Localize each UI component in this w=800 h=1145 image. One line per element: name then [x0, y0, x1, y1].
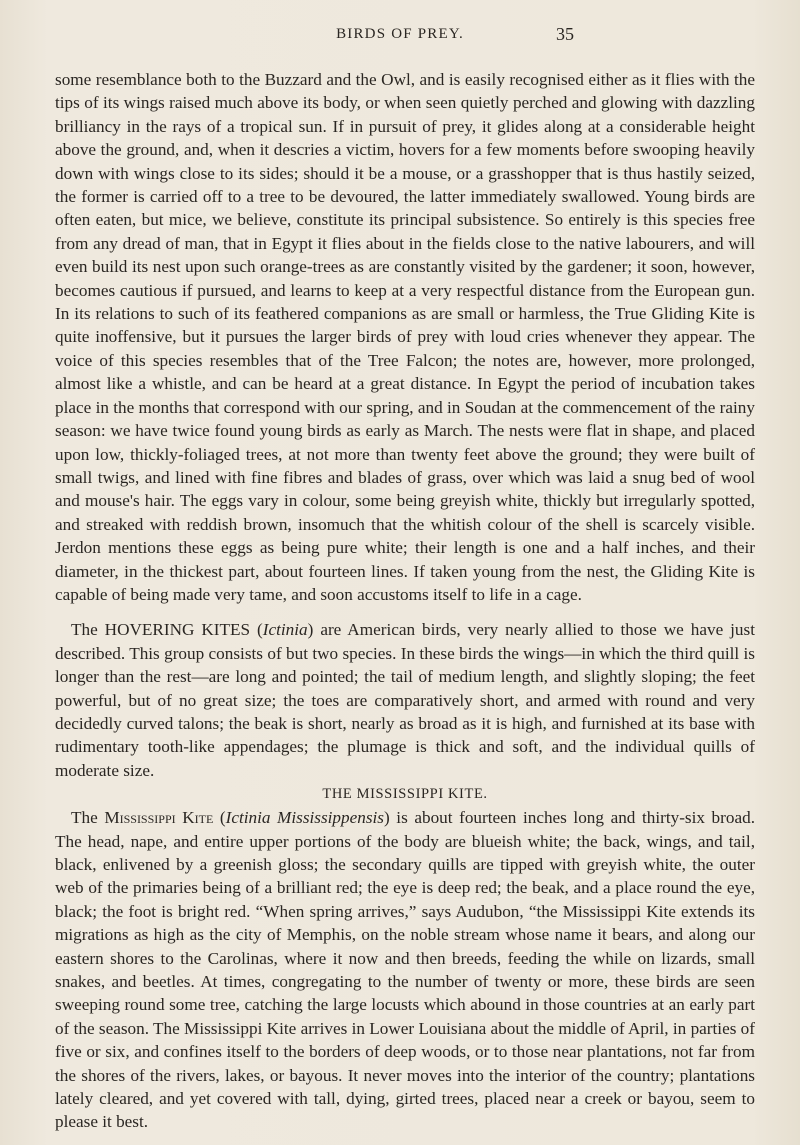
paragraph-lead: The HOVERING KITES (	[71, 620, 263, 640]
paragraph-text: ) are American birds, very nearly allied to those we have just described. This group consists of but two species. In these birds the wings—in which the third quill is longer than the rest—are long and pointed; the tail of medium length, and slightly sloping; the feet powerful, but of no great size; the toes are comparatively short, and armed with round and very decidedly curved talons; the beak is short, nearly as broad as it is high, and furnished at its base with rudimentary tooth-like appendages; the plumage is thick and soft, and the individual quills of moderate size.	[55, 620, 755, 780]
species-latin-name: Ictinia Mississippensis	[225, 808, 384, 828]
paragraph-lead: The	[71, 808, 105, 828]
paragraph-mississippi-kite	[55, 806, 755, 1134]
running-title: BIRDS OF PREY.	[336, 26, 464, 42]
paragraph-hovering-kites	[55, 618, 755, 782]
text-body	[55, 68, 755, 1134]
genus-name: Ictinia	[262, 620, 308, 640]
section-heading: THE MISSISSIPPI KITE.	[322, 786, 488, 803]
paragraph-gliding-kite: some resemblance both to the Buzzard and the Owl, and is easily recognised either as it flies with the tips of its wings raised much above its body, or when seen quietly perched and glowing with dazzling brilliancy in the rays of a tropical sun. If in pursuit of prey, it glides along at a considerable height above the ground, and, when it descries a victim, hovers for a few moments before swooping heavily down with wings close to its sides; should it be a mouse, or a grasshopper that is thus hastily seized, the former is carried off to a tree to be devoured, the latter immediately swallowed. Young birds are often eaten, but mice, we believe, constitute its principal subsistence. So entirely is this species free from any dread of man, that in Egypt it flies about in the fields close to the native labourers, and will even build its nest upon such orange-trees as are constantly visited by the gardener; it soon, however, becomes cautious if pursued, and learns to keep at a very respectful distance from the European gun. In its relations to such of its feathered companions as are small or harmless, the True Gliding Kite is quite inoffensive, but it pursues the larger birds of prey with loud cries whenever they appear. The voice of this species resembles that of the Tree Falcon; the notes are, however, more prolonged, almost like a whistle, and can be heard at a great distance. In Egypt the period of incubation takes place in the months that correspond with our spring, and in Soudan at the commencement of the rainy season: we have twice found young birds as early as March. The nests were flat in shape, and placed upon low, thickly-foliaged trees, at not more than twenty feet above the ground; they were built of small twigs, and lined with fine fibres and blades of grass, over which was laid a snug bed of wool and mouse's hair. The eggs vary in colour, some being greyish white, thickly but irregularly spotted, and streaked with reddish brown, insomuch that the whitish colour of the shell is scarcely visible. Jerdon mentions these eggs as being pure white; their length is one and a half inches, and their diameter, in the thickest part, about fourteen lines. If taken young from the nest, the Gliding Kite is capable of being made very tame, and soon accustoms itself to life in a cage.	[55, 70, 755, 604]
paren-open: (	[213, 808, 226, 828]
species-common-name: Mississippi Kite	[104, 808, 214, 828]
page-number: 35	[556, 24, 574, 44]
paragraph-text: ) is about fourteen inches long and thirty-six broad. The head, nape, and entire upper portions of the body are blueish white; the back, wings, and tail, black, enlivened by a greenish gloss; the secondary quills are tipped with greyish white, the outer web of the primaries being of a brilliant red; the eye is deep red; the beak, and a place round the eye, black; the foot is bright red. “When spring arrives,” says Audubon, “the Mississippi Kite extends its migrations as high as the city of Memphis, on the noble stream whose name it bears, and along our eastern shores to the Carolinas, where it now and then breeds, feeding the while on lizards, small snakes, and beetles. At times, congregating to the number of twenty or more, these birds are seen sweeping round some tree, catching the large locusts which abound in those countries at an early part of the season. The Mississippi Kite arrives in Lower Louisiana about the middle of April, in parties of five or six, and confines itself to the borders of deep woods, or to those near plantations, not far from the shores of the rivers, lakes, or bayous. It never moves into the interior of the country; plantations lately cleared, and yet covered with tall, dying, girted trees, placed near a creek or bayou, seem to please it best.	[55, 808, 755, 1132]
